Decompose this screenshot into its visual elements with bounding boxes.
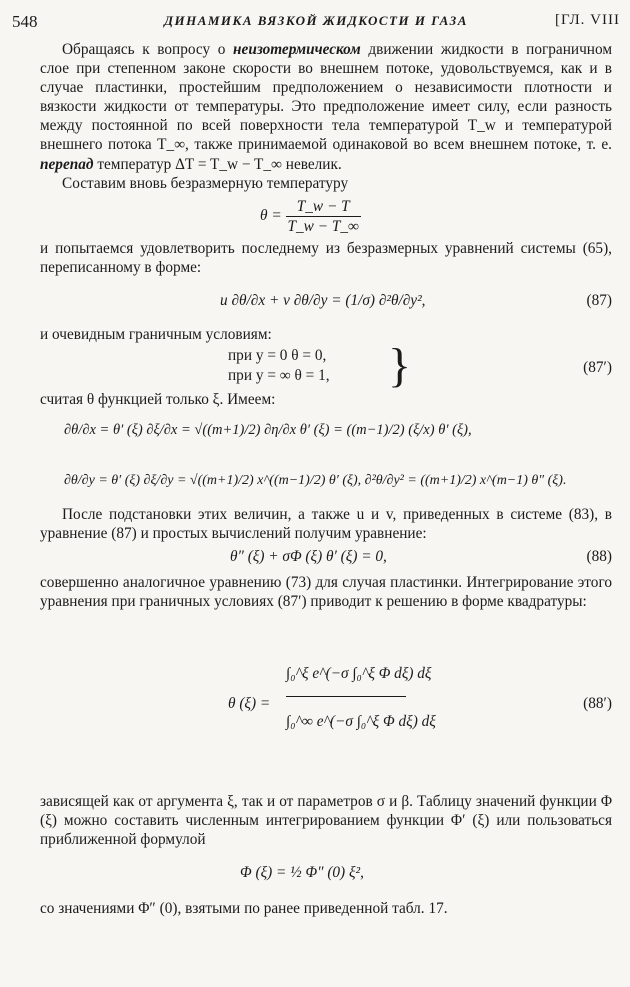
- brace-icon: }: [388, 339, 412, 393]
- emphasis-nonisothermal: неизотермическом: [233, 41, 361, 58]
- chapter-label: [ГЛ. VIII: [554, 12, 620, 28]
- paragraph-9: со значениями Φ″ (0), взятыми по ранее приведенной табл. 17.: [40, 899, 448, 917]
- page-header: [12, 12, 620, 36]
- page-number: 548: [12, 12, 38, 31]
- equation-number-88p: (88′): [583, 694, 612, 712]
- fraction-bar: [286, 696, 406, 697]
- paragraph-3: и попытаемся удовлетворить последнему из безразмерных уравнений системы (65), переписанному в форме:: [40, 239, 612, 276]
- equation-number-87p: (87′): [583, 359, 612, 377]
- equation-88: θ″ (ξ) + σΦ (ξ) θ′ (ξ) = 0, (88): [230, 548, 612, 566]
- paragraph-1: Обращаясь к вопросу о неизотермическом движении жидкости в пограничном слое при степенном законе скорости во внешнем потоке, удовольствуемся, как и в случае пластинки, простейшим предположением о независимости плотности и вязкости жидкости от температуры. Это предположение имеет силу, если разность между постоянной по всей поверхности тела температурой T_w и температурой внешнего потока T_∞, также принимаемой одинаковой во всем внешнем потоке, т. е. перепад температур ΔT = T_w − T_∞ невелик.: [40, 41, 612, 173]
- boundary-conditions: при y = 0 θ = 0, при y = ∞ θ = 1, } (87′): [228, 339, 612, 393]
- equation-theta: θ = $\frac{T\_w - T}{T\_w - T\_\infty}$: [260, 197, 359, 235]
- equation-number-87: (87): [586, 291, 612, 309]
- equation-88p: θ (ξ) = ∫₀^ξ e^(−σ ∫₀^ξ Φ dξ) dξ ∫₀^∞ e^(−σ ∫₀^ξ Φ dξ) dξ (88′): [228, 664, 612, 730]
- equation-number-88: (88): [586, 548, 612, 566]
- paragraph-5: считая θ функцией только ξ. Имеем:: [40, 391, 276, 409]
- page-body: [40, 40, 612, 918]
- equation-87: u ∂θ/∂x + v ∂θ/∂y = (1/σ) ∂²θ/∂y², (87): [220, 291, 612, 309]
- running-title: ДИНАМИКА ВЯЗКОЙ ЖИДКОСТИ И ГАЗА: [164, 13, 468, 28]
- paragraph-2: Составим вновь безразмерную температуру: [62, 174, 349, 192]
- equation-approx: Φ (ξ) = ½ Φ″ (0) ξ²,: [240, 863, 364, 881]
- paragraph-4: и очевидным граничным условиям:: [40, 325, 272, 343]
- derivative-equations: ∂θ/∂x = θ′ (ξ) ∂ξ/∂x = √((m+1)/2) ∂η/∂x θ′ (ξ) = ((m−1)/2) (ξ/x) θ′ (ξ), ∂θ/∂y = θ′ (ξ) ∂ξ/∂y = √((m+1)/2) x^((m−1)/2) θ′ (ξ), ∂²θ/∂y² = ((m+1)/2) x^(m−1) θ″ (ξ).: [64, 422, 567, 489]
- emphasis-difference: перепад: [40, 155, 94, 173]
- paragraph-7: совершенно аналогичное уравнению (73) для случая пластинки. Интегрирование этого уравнения при граничных условиях (87′) приводит к решению в форме квадратуры:: [40, 574, 612, 611]
- paragraph-8: зависящей как от аргумента ξ, так и от параметров σ и β. Таблицу значений функции Φ (ξ) можно составить численным интегрированием функции Φ′ (ξ) или пользоваться приближенной формулой: [40, 792, 612, 848]
- paragraph-6: После подстановки этих величин, а также u и v, приведенных в системе (83), в уравнение (87) и простых вычислений получим уравнение:: [40, 506, 612, 543]
